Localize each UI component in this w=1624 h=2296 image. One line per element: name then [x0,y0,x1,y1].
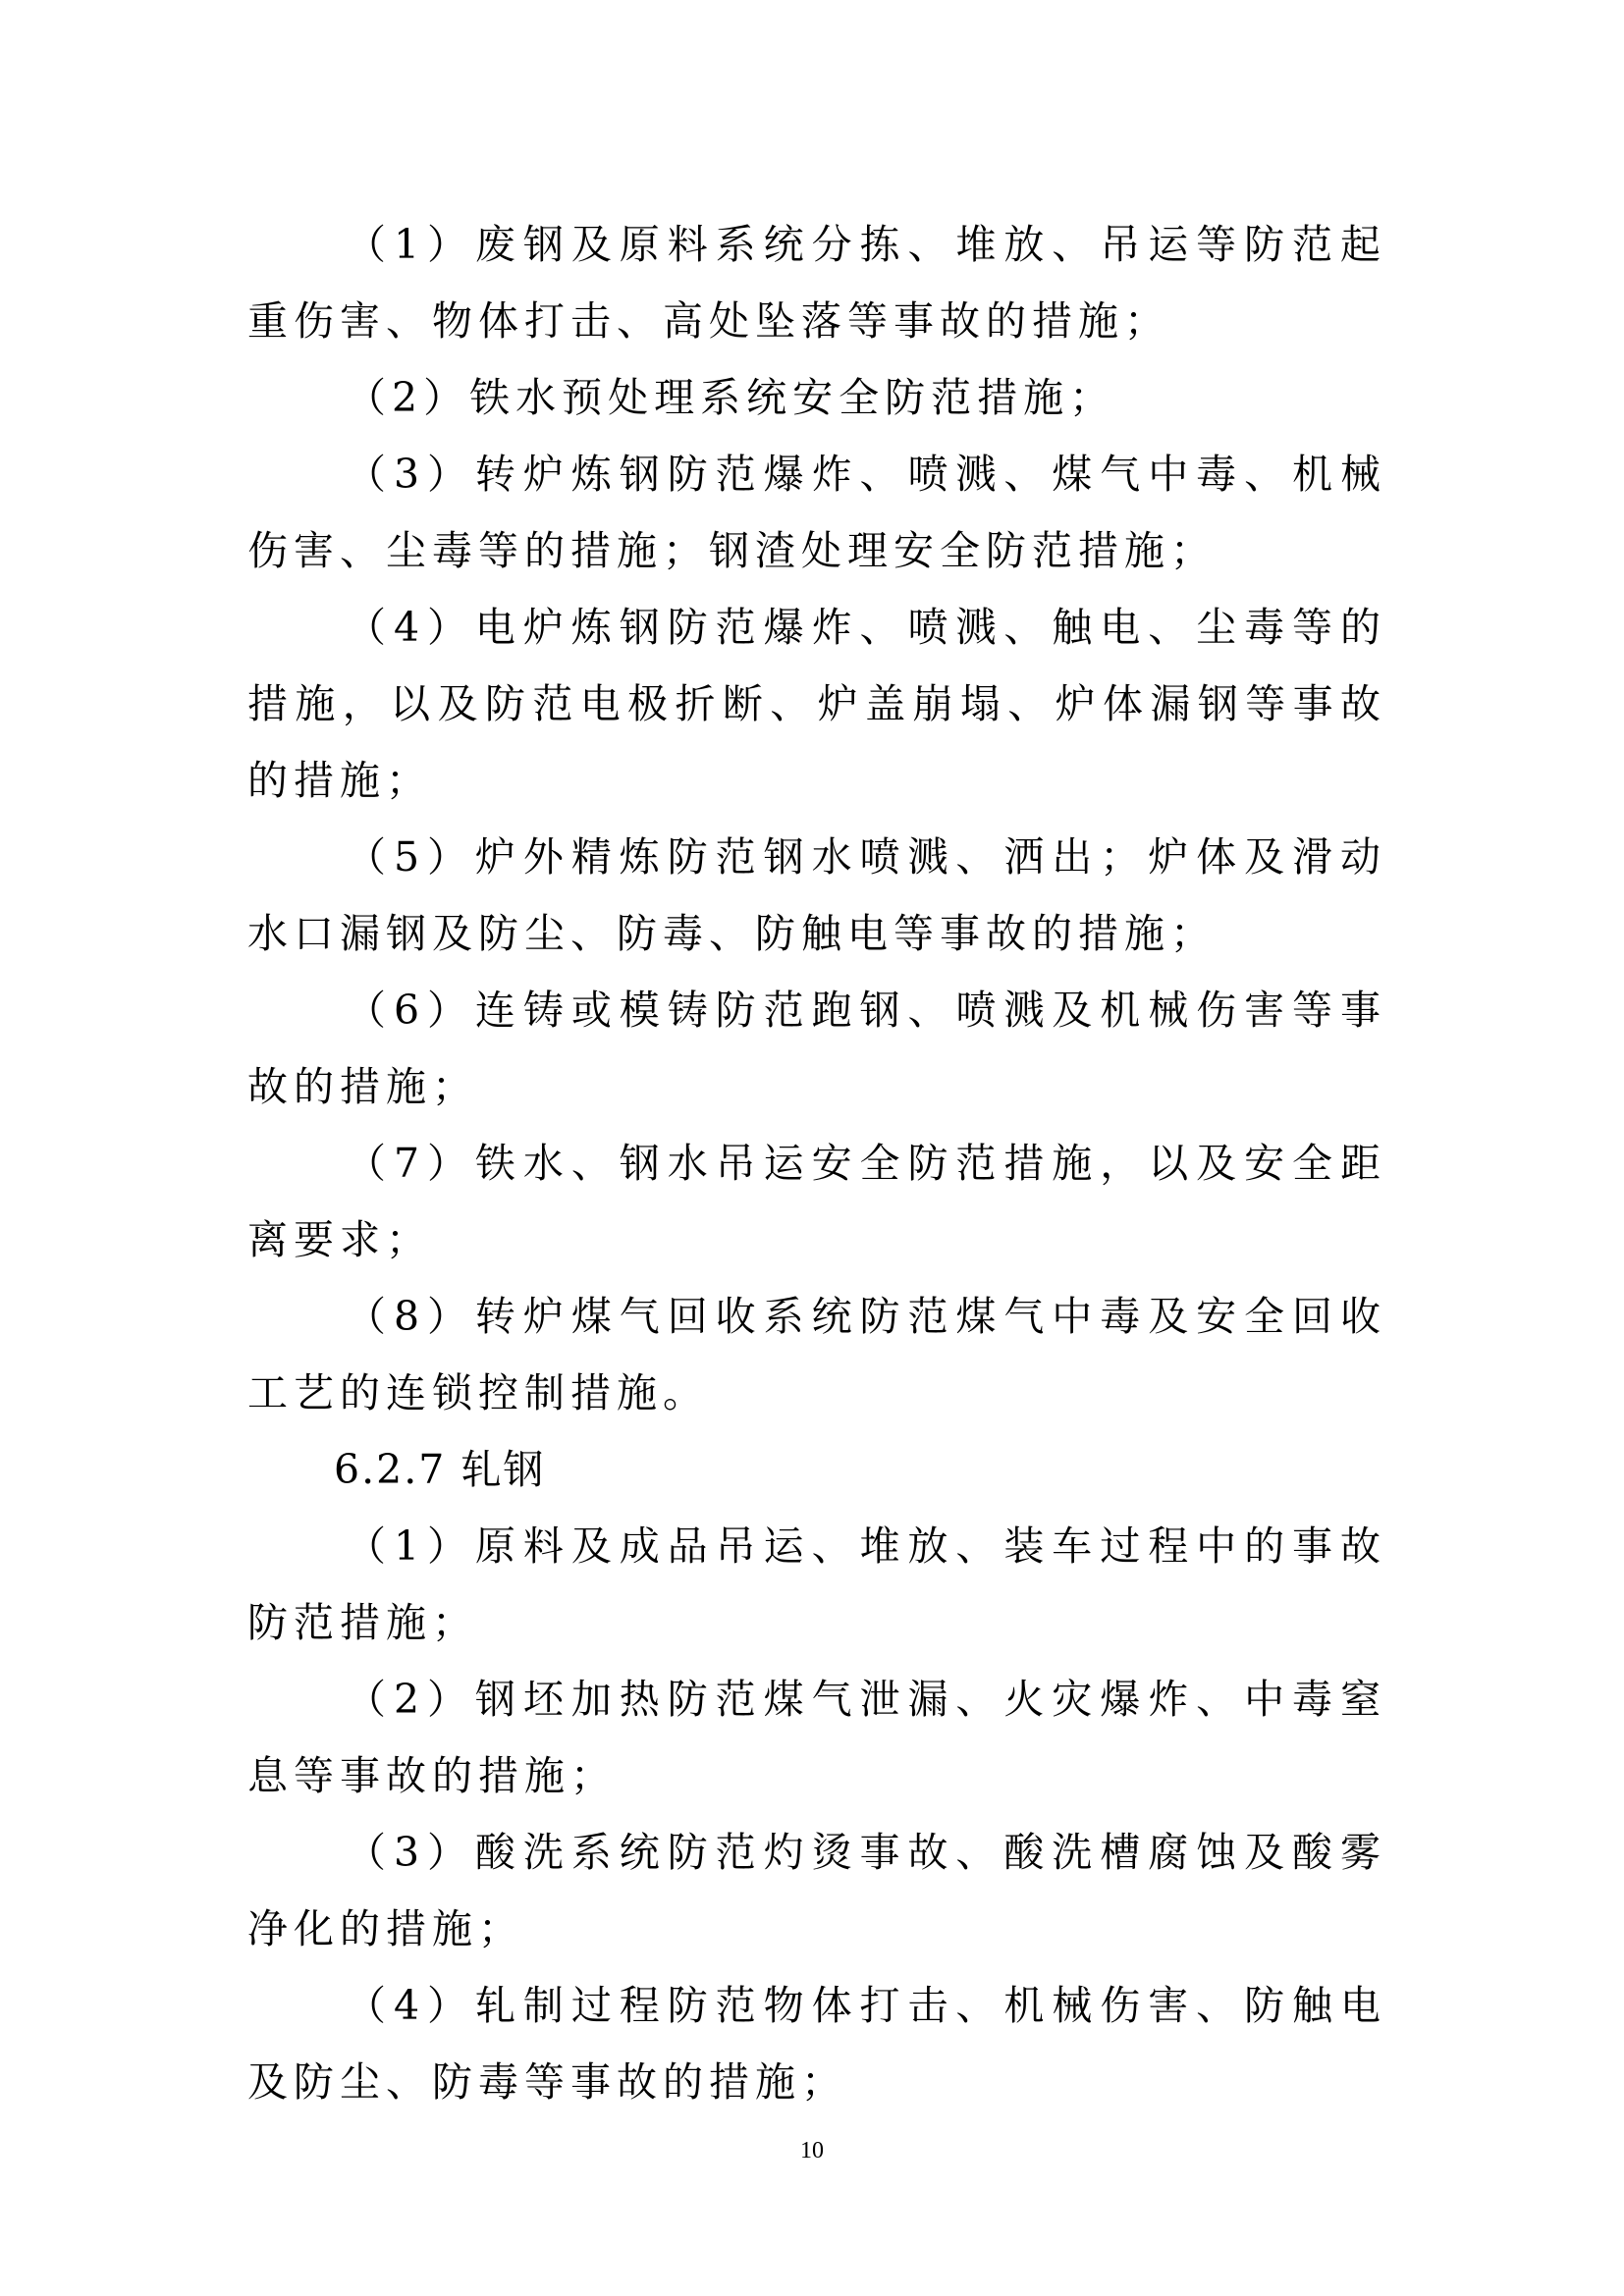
list-item: （4）轧制过程防范物体打击、机械伤害、防触电及防尘、防毒等事故的措施； [247,1982,1386,2106]
page-number: 10 [800,2138,824,2163]
list-item: （1）废钢及原料系统分拣、堆放、吊运等防范起重伤害、物体打击、高处坠落等事故的措施； [247,221,1386,345]
document-body [247,206,1386,2120]
list-item: （5）炉外精炼防范钢水喷溅、洒出；炉体及滑动水口漏钢及防尘、防毒、防触电等事故的措施； [247,833,1386,957]
list-item: （3）转炉炼钢防范爆炸、喷溅、煤气中毒、机械伤害、尘毒等的措施；钢渣处理安全防范措施； [247,451,1386,574]
list-item: （6）连铸或模铸防范跑钢、喷溅及机械伤害等事故的措施； [247,987,1386,1110]
section-heading: 6.2.7 轧钢 [334,1446,546,1493]
list-item: （3）酸洗系统防范灼烫事故、酸洗槽腐蚀及酸雾净化的措施； [247,1829,1386,1952]
list-item: （2）铁水预处理系统安全防范措施； [346,374,1116,421]
list-item: （1）原料及成品吊运、堆放、装车过程中的事故防范措施； [247,1522,1386,1646]
list-item: （7）铁水、钢水吊运安全防范措施，以及安全距离要求； [247,1140,1386,1263]
list-item: （2）钢坯加热防范煤气泄漏、火灾爆炸、中毒窒息等事故的措施； [247,1676,1386,1799]
list-item: （8）转炉煤气回收系统防范煤气中毒及安全回收工艺的连锁控制措施。 [247,1293,1386,1416]
list-item: （4）电炉炼钢防范爆炸、喷溅、触电、尘毒等的措施，以及防范电极折断、炉盖崩塌、炉体漏钢等事故的措施； [247,604,1386,804]
